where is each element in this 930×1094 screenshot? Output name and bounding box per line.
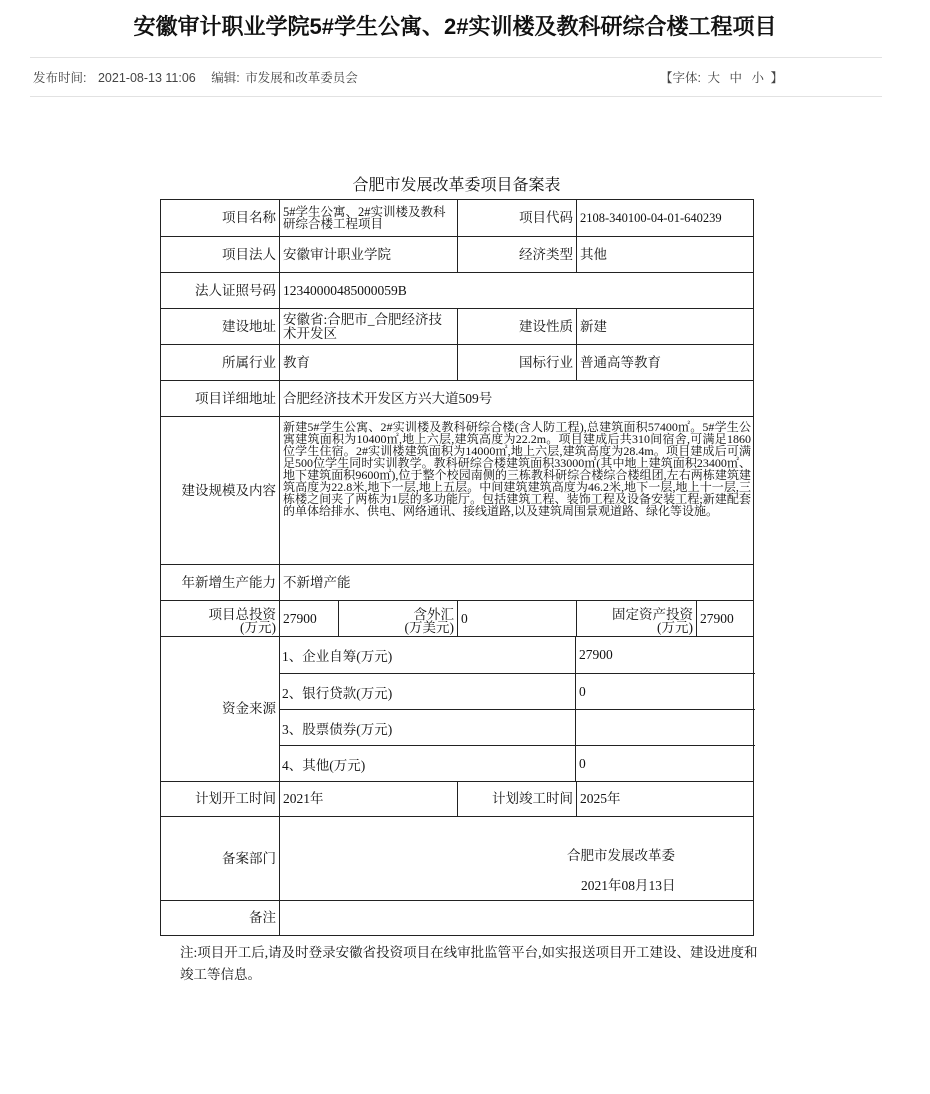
dept-label: 备案部门 <box>161 817 280 900</box>
publish-time: 2021-08-13 11:06 <box>97 71 196 85</box>
national-industry-label: 国标行业 <box>458 345 577 380</box>
legal-person-value: 安徽审计职业学院 <box>280 237 458 272</box>
econ-type-value: 其他 <box>580 246 607 262</box>
filing-table <box>160 199 754 936</box>
row-remark <box>160 900 754 936</box>
finish-label: 计划竣工时间 <box>458 782 577 816</box>
funding-label: 资金来源 <box>161 637 280 781</box>
funding-item <box>279 673 755 709</box>
nature-label: 建设性质 <box>458 309 577 344</box>
row-project-name <box>160 199 754 236</box>
title-divider <box>30 57 882 58</box>
funding-item-value: 0 <box>579 755 586 771</box>
total-invest-label-line1: 项目总投资 <box>208 607 276 622</box>
row-legal-person <box>160 236 754 272</box>
row-license <box>160 272 754 308</box>
funding-item <box>279 637 755 673</box>
econ-type-label: 经济类型 <box>458 237 577 272</box>
project-code-label: 项目代码 <box>458 200 577 236</box>
capacity-label: 年新增生产能力 <box>161 565 280 600</box>
form-title: 合肥市发展改革委项目备案表 <box>352 177 561 194</box>
site-value: 安徽省:合肥市_合肥经济技术开发区 <box>280 309 458 344</box>
scale-label: 建设规模及内容 <box>161 417 280 564</box>
font-size-switcher <box>660 68 783 86</box>
row-site <box>160 308 754 344</box>
license-value: 12340000485000059B <box>283 282 407 298</box>
start-label: 计划开工时间 <box>161 782 280 816</box>
row-investment <box>160 600 754 636</box>
font-size-small-link[interactable]: 小 <box>751 71 764 85</box>
article-meta-bar <box>33 68 783 88</box>
row-funding <box>160 636 754 781</box>
dept-stamp-area <box>161 817 754 901</box>
fixed-invest-label-line2: (万元) <box>657 620 693 635</box>
funding-item-value <box>576 710 754 745</box>
row-dept <box>160 816 754 900</box>
foreign-label-line2: (万美元) <box>404 620 454 635</box>
start-value: 2021年 <box>280 782 458 816</box>
funding-item-label: 1、企业自筹(万元) <box>279 637 576 673</box>
row-scale <box>160 416 754 564</box>
publish-time-label: 发布时间: <box>33 71 87 85</box>
form-note: 注:项目开工后,请及时登录安徽省投资项目在线审批监管平台,如实报送项目开工建设、建设进度和竣工等信息。 <box>180 945 758 982</box>
funding-item <box>279 709 755 745</box>
font-switcher-close: 】 <box>770 71 783 85</box>
legal-person-label: 项目法人 <box>161 237 280 272</box>
font-size-large-link[interactable]: 大 <box>707 71 720 85</box>
funding-item <box>279 745 755 781</box>
industry-value: 教育 <box>280 345 458 380</box>
fixed-invest-value: 27900 <box>700 610 734 626</box>
site-label: 建设地址 <box>161 309 280 344</box>
foreign-label <box>339 601 458 636</box>
row-capacity <box>160 564 754 600</box>
font-size-medium-link[interactable]: 中 <box>729 71 742 85</box>
page-title: 安徽审计职业学院5#学生公寓、2#实训楼及教科研综合楼工程项目 <box>133 14 777 39</box>
address-label: 项目详细地址 <box>161 381 280 416</box>
remark-label: 备注 <box>161 901 280 935</box>
dept-name: 合肥市发展改革委 <box>567 848 675 863</box>
license-label: 法人证照号码 <box>161 273 280 308</box>
foreign-value: 0 <box>458 601 577 636</box>
nature-value: 新建 <box>580 318 607 334</box>
funding-item-label: 4、其他(万元) <box>279 746 576 781</box>
editor-label: 编辑: <box>211 71 240 85</box>
row-schedule <box>160 781 754 816</box>
industry-label: 所属行业 <box>161 345 280 380</box>
fixed-invest-label-line1: 固定资产投资 <box>612 607 693 622</box>
finish-value: 2025年 <box>580 791 621 806</box>
national-industry-value: 普通高等教育 <box>580 354 661 370</box>
funding-item-value: 0 <box>579 683 586 699</box>
fixed-invest-label <box>577 601 697 636</box>
scale-value: 新建5#学生公寓、2#实训楼及教科研综合楼(含人防工程),总建筑面积57400㎡。5#学生公寓建筑面积为10400㎡,地上六层,建筑高度为22.2m。项目建成后共310间宿舍,可满足1860位学生住宿。2#实训楼建筑面积为14000㎡,地上六层,建筑高度为28.4m。项目建成后可满足500位学生同时实训教学。教科研综合楼建筑面积33000㎡(其中地上建筑面积23400㎡、地下建筑面积9600㎡),位于整个校园南侧的三栋教科研综合楼综合楼组团,左右两栋建筑建筑高度为22.8米,地下一层,地上五层。中间建筑建筑高度为46.2米,地下一层,地上十一层,三栋楼之间夹了两栋为1层的多功能厅。包括建筑工程、装饰工程及设备安装工程;新建配套的单体给排水、供电、网络通讯、接线道路,以及建筑周围景观道路、绿化等设施。 <box>283 420 751 518</box>
funding-item-value: 27900 <box>579 647 613 662</box>
row-address <box>160 380 754 416</box>
font-switcher-open: 【字体: <box>660 71 701 85</box>
funding-item-label: 2、银行贷款(万元) <box>279 674 576 709</box>
article-meta <box>33 68 360 86</box>
total-invest-label-line2: (万元) <box>240 620 276 635</box>
project-name-value: 5#学生公寓、2#实训楼及教科研综合楼工程项目 <box>280 200 458 236</box>
funding-item-label: 3、股票债券(万元) <box>279 710 576 745</box>
meta-divider <box>30 96 882 97</box>
row-industry <box>160 344 754 380</box>
project-code-value: 2108-340100-04-01-640239 <box>580 210 722 225</box>
total-invest-value: 27900 <box>280 601 339 636</box>
remark-value <box>280 901 754 935</box>
capacity-value: 不新增产能 <box>283 574 351 590</box>
foreign-label-line1: 含外汇 <box>413 607 454 622</box>
address-value: 合肥经济技术开发区方兴大道509号 <box>283 390 493 406</box>
total-invest-label <box>161 601 280 636</box>
project-name-label: 项目名称 <box>161 200 280 236</box>
editor-name: 市发展和改革委员会 <box>245 71 358 85</box>
dept-date: 2021年08月13日 <box>581 878 676 893</box>
